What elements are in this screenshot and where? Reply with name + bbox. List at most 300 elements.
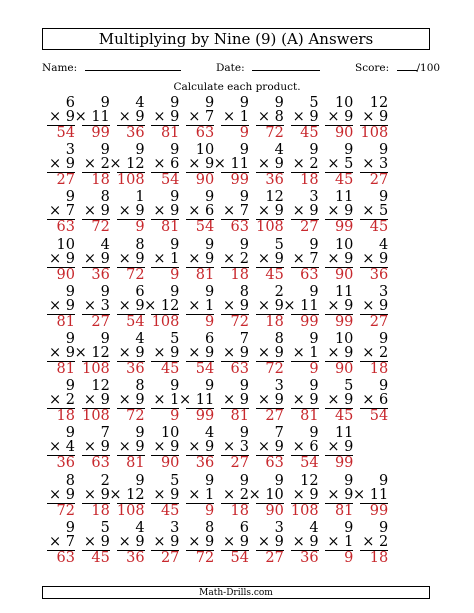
multiplicand: 8 (239, 283, 249, 300)
product-answer: 27 (230, 455, 249, 472)
multiplier: × 9 (327, 439, 354, 456)
score-total: /100 (416, 62, 441, 74)
problem-item (291, 474, 319, 517)
multiplicand: 9 (239, 95, 249, 111)
multiplier: × 2 (362, 345, 389, 361)
multiplier: × 9 (83, 250, 110, 267)
multiplicand: 6 (135, 283, 145, 300)
product-answer: 27 (369, 313, 389, 330)
multiplicand: 9 (170, 189, 180, 206)
multiplicand: 9 (204, 95, 215, 111)
problem-item (47, 238, 75, 281)
product-answer: 9 (309, 361, 319, 377)
multiplicand: 9 (135, 472, 145, 489)
problem-item (221, 189, 249, 236)
multiplicand: 9 (309, 378, 319, 395)
problem-item (256, 96, 284, 139)
product-answer: 81 (56, 361, 75, 377)
product-answer: 36 (195, 455, 215, 472)
problem-item (248, 472, 284, 519)
multiplier: × 9 (49, 345, 75, 361)
problem-item (186, 425, 215, 472)
product-answer: 54 (195, 361, 215, 377)
product-answer: 36 (126, 549, 145, 566)
problem-item (82, 189, 110, 236)
product-answer: 108 (290, 502, 319, 519)
multiplicand: 9 (65, 283, 75, 300)
problem-item (360, 332, 388, 375)
product-answer: 27 (160, 549, 180, 566)
multiplier: × 9 (153, 109, 180, 125)
product-answer: 90 (334, 361, 354, 377)
multiplicand: 12 (265, 189, 284, 206)
multiplier: × 1 (188, 297, 215, 314)
product-answer: 99 (369, 502, 389, 519)
multiplier: × 11 (352, 486, 389, 503)
multiplicand: 5 (274, 236, 284, 253)
problem-item (186, 238, 214, 281)
problem-item (213, 142, 249, 189)
product-answer: 36 (300, 549, 319, 566)
multiplicand: 9 (135, 142, 145, 159)
multiplier: × 9 (83, 486, 110, 503)
product-answer: 45 (300, 125, 319, 141)
product-answer: 90 (334, 266, 354, 283)
multiplicand: 3 (378, 283, 389, 300)
product-answer: 99 (334, 455, 354, 472)
multiplicand: 11 (334, 283, 354, 300)
product-answer: 99 (91, 125, 110, 141)
multiplier: × 12 (74, 345, 110, 361)
problem-item (82, 142, 110, 189)
problem-item (221, 521, 249, 564)
multiplier: × 9 (223, 345, 249, 361)
multiplier: × 10 (248, 486, 284, 503)
score-blank (397, 61, 417, 71)
name-blank (85, 61, 181, 71)
multiplicand: 8 (135, 236, 145, 253)
multiplicand: 6 (239, 519, 249, 536)
multiplier: × 3 (83, 297, 110, 314)
problem-item (291, 142, 319, 189)
problem-item (325, 285, 353, 328)
product-answer: 72 (265, 361, 284, 377)
problem-item (291, 238, 319, 281)
product-answer: 72 (56, 502, 75, 519)
multiplier: × 9 (327, 297, 354, 314)
header-row (42, 61, 441, 75)
product-answer: 99 (334, 219, 354, 236)
multiplicand: 12 (369, 95, 389, 111)
multiplier: × 9 (49, 297, 75, 314)
multiplicand: 5 (344, 378, 354, 395)
problem-item (82, 425, 110, 472)
problem-item (109, 142, 145, 189)
multiplicand: 10 (160, 425, 180, 442)
multiplier: × 9 (188, 533, 215, 550)
multiplicand: 9 (65, 519, 75, 536)
multiplicand: 5 (309, 95, 319, 111)
product-answer: 45 (369, 219, 389, 236)
problem-item (151, 142, 180, 189)
multiplicand: 5 (100, 519, 110, 536)
product-answer: 45 (91, 549, 110, 566)
problem-item (221, 378, 249, 425)
multiplier: × 9 (257, 533, 284, 550)
multiplier: × 4 (49, 439, 75, 456)
product-answer: 72 (126, 266, 145, 283)
product-answer: 45 (334, 172, 354, 189)
problem-item (352, 472, 389, 519)
product-answer: 18 (230, 266, 249, 283)
multiplicand: 4 (135, 519, 145, 536)
product-answer: 36 (126, 125, 145, 141)
problem-item (47, 96, 75, 139)
problem-item (47, 189, 75, 236)
problem-item (325, 378, 354, 425)
multiplicand: 9 (378, 189, 389, 206)
product-answer: 54 (300, 455, 319, 472)
problem-item (256, 142, 284, 189)
problem-item (186, 521, 214, 564)
problem-item (325, 96, 353, 139)
multiplier: × 9 (188, 439, 215, 456)
problem-item (47, 425, 75, 472)
product-answer: 54 (369, 408, 389, 425)
multiplicand: 9 (204, 472, 215, 489)
multiplier: × 1 (153, 392, 180, 409)
multiplicand: 8 (204, 519, 215, 536)
multiplier: × 1 (188, 486, 215, 503)
multiplicand: 10 (56, 236, 75, 253)
product-answer: 63 (195, 125, 215, 141)
multiplier: × 8 (257, 109, 284, 125)
multiplicand: 9 (274, 95, 284, 111)
multiplicand: 9 (378, 519, 389, 536)
multiplier: × 11 (74, 109, 110, 125)
problem-item (151, 378, 180, 425)
product-answer: 108 (82, 408, 110, 425)
product-answer: 18 (230, 502, 249, 519)
multiplicand: 9 (170, 142, 180, 159)
product-answer: 99 (300, 313, 319, 330)
multiplicand: 9 (170, 95, 180, 111)
multiplicand: 7 (100, 425, 110, 442)
multiplicand: 9 (204, 236, 215, 253)
multiplier: × 9 (362, 109, 389, 125)
product-answer: 45 (160, 361, 180, 377)
multiplicand: 9 (170, 236, 180, 253)
product-answer: 36 (369, 266, 389, 283)
worksheet-title-text: Multiplying by Nine (9) (A) Answers (98, 30, 374, 48)
multiplier: × 9 (362, 297, 389, 314)
product-answer: 27 (91, 313, 110, 330)
multiplicand: 9 (344, 519, 354, 536)
multiplier: × 9 (257, 439, 284, 456)
multiplicand: 12 (91, 378, 110, 395)
multiplicand: 9 (309, 236, 319, 253)
multiplicand: 2 (100, 472, 110, 489)
product-answer: 18 (300, 172, 319, 189)
product-answer: 81 (195, 266, 215, 283)
multiplicand: 4 (100, 236, 110, 253)
problem-item (117, 285, 145, 328)
problem-item (117, 96, 145, 139)
product-answer: 63 (230, 361, 249, 377)
multiplier: × 12 (144, 297, 180, 314)
name-label: Name: (42, 62, 78, 74)
multiplicand: 4 (135, 95, 145, 111)
multiplier: × 7 (188, 109, 215, 125)
product-answer: 18 (91, 172, 110, 189)
product-answer: 9 (135, 219, 145, 236)
multiplicand: 9 (239, 236, 249, 253)
problem-item (256, 285, 284, 328)
multiplicand: 10 (195, 142, 215, 159)
multiplicand: 3 (65, 142, 75, 159)
multiplicand: 9 (135, 425, 145, 442)
product-answer: 18 (369, 361, 389, 377)
product-answer: 63 (300, 266, 319, 283)
multiplier: × 9 (153, 439, 180, 456)
product-answer: 72 (230, 313, 249, 330)
multiplicand: 9 (344, 142, 354, 159)
multiplicand: 9 (100, 331, 110, 347)
product-answer: 36 (91, 266, 110, 283)
multiplicand: 4 (135, 331, 145, 347)
multiplier: × 2 (83, 156, 110, 173)
product-answer: 9 (204, 502, 215, 519)
problem-item (74, 331, 110, 377)
product-answer: 9 (344, 549, 354, 566)
problem-item (47, 521, 75, 564)
multiplier: × 2 (223, 486, 249, 503)
multiplicand: 9 (344, 472, 354, 489)
product-answer: 36 (56, 455, 75, 472)
problem-item (117, 189, 145, 236)
multiplier: × 11 (178, 392, 215, 409)
problem-item (117, 425, 145, 472)
problem-item (291, 425, 319, 472)
product-answer: 81 (56, 313, 75, 330)
multiplicand: 4 (309, 519, 319, 536)
multiplicand: 9 (309, 283, 319, 300)
multiplicand: 10 (334, 236, 354, 253)
problem-item (109, 472, 145, 519)
multiplier: × 9 (49, 250, 75, 267)
multiplier: × 9 (83, 392, 110, 409)
footer (42, 586, 430, 599)
multiplier: × 9 (223, 392, 249, 409)
problem-item (221, 332, 249, 375)
product-answer: 18 (91, 502, 110, 519)
product-answer: 72 (91, 219, 110, 236)
multiplicand: 9 (170, 283, 180, 300)
multiplier: × 3 (223, 439, 249, 456)
product-answer: 99 (195, 408, 215, 425)
problem-item (256, 425, 284, 472)
multiplicand: 1 (135, 189, 145, 206)
problem-item (291, 521, 319, 564)
problem-item (144, 283, 180, 330)
multiplicand: 7 (239, 331, 249, 347)
multiplicand: 3 (170, 519, 180, 536)
multiplier: × 9 (49, 486, 75, 503)
problem-item (82, 521, 110, 564)
multiplicand: 10 (334, 331, 354, 347)
problem-item (221, 238, 249, 281)
problem-item (256, 238, 284, 281)
problem-item (151, 474, 179, 517)
problem-item (256, 189, 284, 236)
multiplier: × 9 (83, 439, 110, 456)
multiplier: × 9 (292, 392, 319, 409)
multiplicand: 6 (204, 331, 215, 347)
multiplier: × 9 (153, 345, 180, 361)
multiplicand: 4 (274, 142, 284, 159)
multiplier: × 1 (153, 250, 180, 267)
multiplier: × 11 (213, 156, 249, 173)
multiplier: × 9 (292, 109, 319, 125)
multiplier: × 9 (327, 392, 354, 409)
problem-item (360, 238, 388, 281)
multiplier: × 9 (153, 533, 180, 550)
multiplier: × 6 (362, 392, 389, 409)
problem-item (186, 332, 214, 375)
multiplier: × 9 (118, 109, 145, 125)
product-answer: 54 (195, 219, 215, 236)
multiplicand: 9 (309, 425, 319, 442)
product-answer: 72 (195, 549, 215, 566)
multiplier: × 2 (292, 156, 319, 173)
multiplicand: 8 (135, 378, 145, 395)
multiplier: × 9 (188, 250, 215, 267)
problem-item (186, 474, 214, 517)
problem-item (221, 96, 249, 139)
problem-item (82, 378, 110, 425)
multiplicand: 9 (378, 378, 389, 395)
multiplier: × 2 (49, 392, 75, 409)
multiplier: × 2 (223, 250, 249, 267)
problem-item (117, 332, 145, 375)
multiplier: × 9 (327, 250, 354, 267)
multiplicand: 9 (309, 142, 319, 159)
product-answer: 63 (230, 219, 249, 236)
problem-item (47, 285, 75, 328)
multiplier: × 9 (118, 203, 145, 220)
multiplicand: 9 (239, 378, 249, 395)
multiplicand: 9 (378, 142, 389, 159)
multiplicand: 9 (204, 283, 215, 300)
multiplicand: 3 (274, 378, 284, 395)
multiplier: × 9 (188, 345, 215, 361)
problem-item (360, 96, 388, 139)
product-answer: 81 (230, 408, 249, 425)
score-field (355, 61, 440, 74)
score-label: Score: (355, 62, 390, 74)
product-answer: 90 (56, 266, 75, 283)
multiplicand: 12 (300, 472, 319, 489)
problem-item (186, 96, 214, 139)
multiplicand: 11 (334, 189, 354, 206)
multiplier: × 9 (257, 156, 284, 173)
multiplier: × 9 (362, 250, 389, 267)
multiplier: × 9 (118, 250, 145, 267)
multiplicand: 9 (204, 189, 215, 206)
product-answer: 9 (170, 408, 180, 425)
multiplier: × 1 (292, 345, 319, 361)
product-answer: 18 (56, 408, 75, 425)
multiplicand: 9 (239, 189, 249, 206)
multiplicand: 2 (274, 283, 284, 300)
product-answer: 54 (126, 313, 145, 330)
problem-item (151, 238, 179, 281)
problem-item (221, 285, 249, 328)
problem-item (117, 238, 145, 281)
multiplier: × 9 (257, 250, 284, 267)
problem-item (291, 378, 319, 425)
footer-text: Math-Drills.com (199, 587, 273, 598)
multiplier: × 1 (223, 109, 249, 125)
multiplier: × 7 (223, 203, 249, 220)
multiplicand: 9 (65, 378, 75, 395)
multiplier: × 7 (292, 250, 319, 267)
multiplier: × 6 (292, 439, 319, 456)
problem-item (325, 142, 354, 189)
problem-item (151, 425, 180, 472)
problem-item (325, 332, 353, 375)
instructions: Calculate each product. (173, 81, 301, 93)
product-answer: 36 (126, 361, 145, 377)
problem-item (151, 189, 180, 236)
product-answer: 81 (160, 219, 180, 236)
multiplier: × 9 (118, 297, 145, 314)
date-label: Date: (216, 62, 245, 74)
multiplier: × 9 (257, 297, 284, 314)
multiplicand: 11 (334, 425, 354, 442)
multiplier: × 7 (49, 203, 75, 220)
product-answer: 27 (56, 172, 75, 189)
product-answer: 81 (300, 408, 319, 425)
multiplier: × 9 (118, 439, 145, 456)
multiplicand: 9 (65, 425, 75, 442)
product-answer: 45 (265, 266, 284, 283)
product-answer: 45 (334, 408, 354, 425)
product-answer: 99 (334, 313, 354, 330)
problem-item (151, 96, 179, 139)
multiplier: × 9 (257, 345, 284, 361)
multiplicand: 9 (100, 142, 110, 159)
product-answer: 45 (160, 502, 180, 519)
problem-item (291, 189, 319, 236)
product-answer: 90 (195, 172, 215, 189)
multiplier: × 9 (327, 109, 354, 125)
name-field (42, 61, 181, 74)
product-answer: 36 (265, 172, 284, 189)
product-answer: 81 (334, 502, 354, 519)
multiplicand: 9 (100, 95, 110, 111)
problem-item (151, 332, 179, 375)
multiplicand: 8 (274, 331, 284, 347)
multiplicand: 9 (309, 331, 319, 347)
multiplicand: 6 (65, 95, 75, 111)
multiplier: × 6 (153, 156, 180, 173)
multiplier: × 9 (223, 297, 249, 314)
multiplicand: 3 (309, 189, 319, 206)
problem-item (117, 521, 145, 564)
multiplier: × 5 (362, 203, 389, 220)
product-answer: 54 (230, 549, 249, 566)
